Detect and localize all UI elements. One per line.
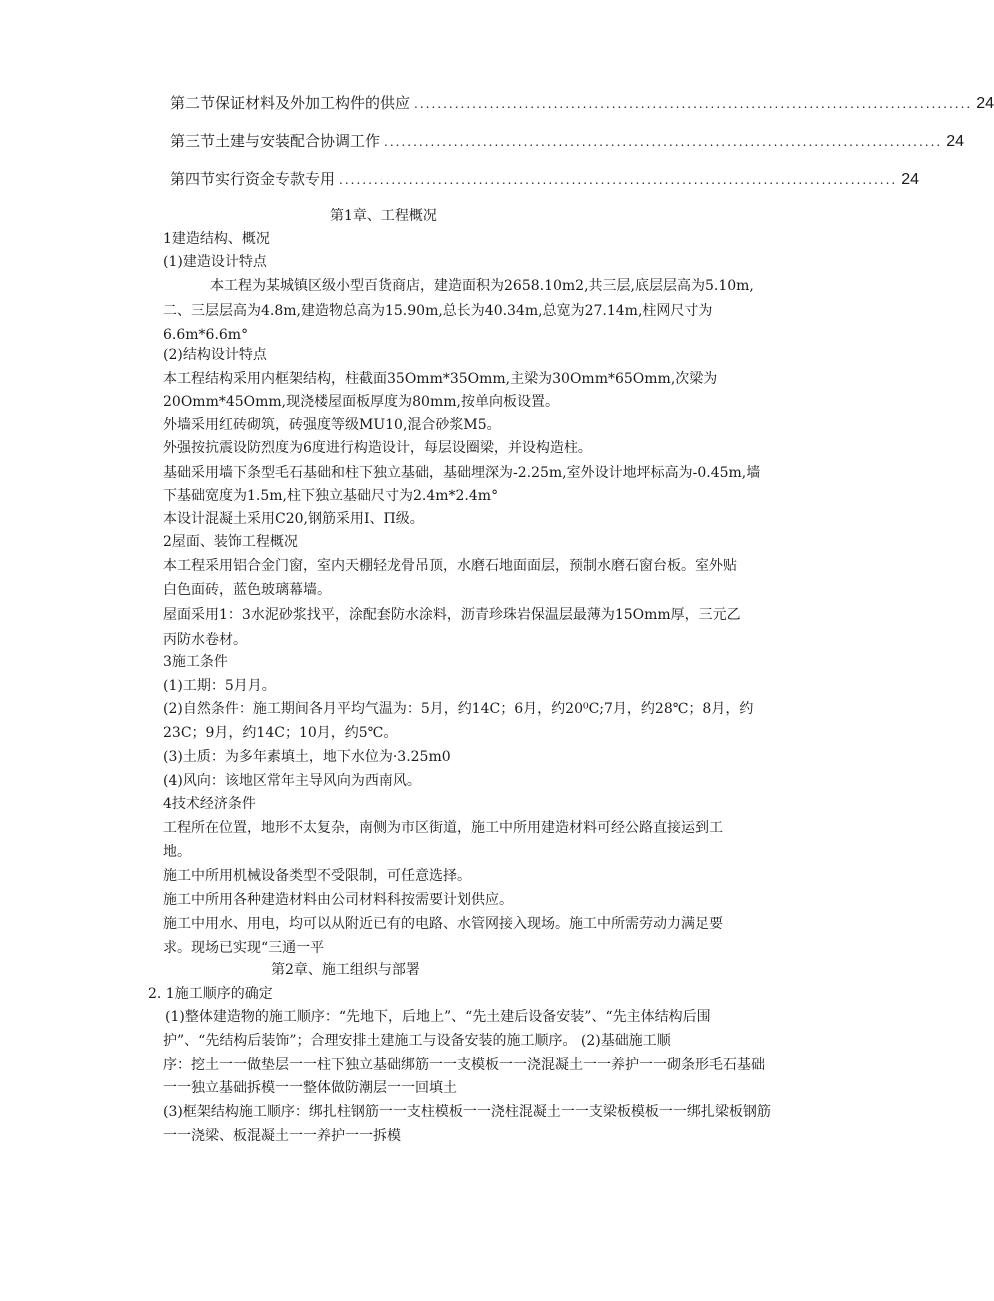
chapter-1-title: 第1章、工程概况: [330, 208, 437, 224]
paragraph-line: (4)风向：该地区常年主导风向为西南风。: [163, 773, 421, 789]
paragraph-line: 6.6m*6.6m°: [163, 327, 249, 343]
paragraph-line: 屋面采用1：3水泥砂浆找平，涂配套防水涂料，沥青珍珠岩保温层最薄为15Omm厚，三元乙: [163, 607, 741, 623]
toc-page-number: 24: [976, 95, 994, 112]
toc-entry[interactable]: [170, 92, 994, 113]
paragraph-line: 护”、“先结构后装饰”；合理安排土建施工与设备安装的施工顺序。 (2)基础施工顺: [163, 1033, 671, 1049]
toc-leader-dots: ................................................................................................: [414, 97, 973, 111]
paragraph-line: 工程所在位置，地形不太复杂，南侧为市区街道，施工中所用建造材料可经公路直接运到工: [163, 820, 723, 836]
paragraph-line: 施工中所用各种建造材料由公司材料科按需要计划供应。: [163, 892, 513, 908]
paragraph-line: 地。: [163, 844, 191, 860]
paragraph-line: (2)自然条件：施工期间各月平均气温为：5月，约14C；6月，约20⁰C;7月，约28℃；8月，约: [163, 701, 754, 717]
toc-page-number: 24: [946, 133, 964, 150]
toc-entry[interactable]: [170, 168, 919, 189]
subsection-heading: (2)结构设计特点: [163, 347, 267, 363]
paragraph-line: 白色面砖，蓝色玻璃幕墙。: [163, 582, 331, 598]
subsection-heading: (1)建造设计特点: [163, 254, 267, 270]
paragraph-line: 本工程为某城镇区级小型百货商店，建造面积为2658.10m2,共三层,底层层高为5.10m,: [210, 278, 754, 294]
paragraph-line: 序：挖土一一做垫层一一柱下独立基础绑筋一一支模板一一浇混凝土一一养护一一砌条形毛石基础: [163, 1057, 765, 1073]
paragraph-line: 下基础宽度为1.5m,柱下独立基础尺寸为2.4m*2.4m°: [163, 488, 499, 504]
paragraph-line: 23C；9月，约14C；10月，约5℃。: [163, 725, 398, 741]
section-heading: 2屋面、装饰工程概况: [163, 534, 298, 550]
paragraph-line: 本工程采用铝合金门窗，室内天棚轻龙骨吊顶，水磨石地面面层，预制水磨石窗台板。室外贴: [163, 558, 737, 574]
toc-leader-dots: ................................................................................................: [384, 135, 943, 149]
paragraph-line: 丙防水卷材。: [163, 632, 247, 648]
paragraph-line: 外强按抗震设防烈度为6度进行构造设计，每层设圈梁，并设构造柱。: [163, 440, 592, 456]
chapter-2-title: 第2章、施工组织与部署: [271, 962, 420, 978]
section-heading: 4技术经济条件: [163, 796, 256, 812]
toc-title: 第四节实行资金专款专用: [170, 170, 336, 188]
paragraph-line: (3)土质：为多年素填土，地下水位为·3.25m0: [163, 749, 451, 765]
paragraph-line: 二、三层层高为4.8m,建造物总高为15.90m,总长为40.34m,总宽为27.14m,柱网尺寸为: [163, 303, 713, 319]
toc-leader-dots: ................................................................................................: [339, 173, 898, 187]
section-heading: 3施工条件: [163, 654, 228, 670]
paragraph-line: 外墙采用红砖砌筑，砖强度等级MU10,混合砂浆M5。: [163, 417, 501, 433]
toc-title: 第三节土建与安装配合协调工作: [170, 132, 381, 150]
paragraph-line: 求。现场已实现“三通一平: [163, 940, 325, 956]
paragraph-line: 基础采用墙下条型毛石基础和柱下独立基础，基础埋深为-2.25m,室外设计地坪标高为-0.45m,墙: [163, 465, 761, 481]
toc-page-number: 24: [901, 171, 919, 188]
section-heading: 2. 1施工顺序的确定: [148, 986, 273, 1002]
toc-title: 第二节保证材料及外加工构件的供应: [170, 94, 411, 112]
paragraph-line: (3)框架结构施工顺序：绑扎柱钢筋一一支柱模板一一浇柱混凝土一一支梁板模板一一绑扎梁板钢筋: [163, 1104, 771, 1120]
paragraph-line: 施工中用水、用电，均可以从附近已有的电路、水管网接入现场。施工中所需劳动力满足要: [163, 916, 723, 932]
paragraph-line: 一一独立基础拆模一一整体做防潮层一一回填土: [163, 1080, 457, 1096]
toc-entry[interactable]: [170, 130, 964, 151]
paragraph-line: 20Omm*45Omm,现浇楼屋面板厚度为80mm,按单向板设置。: [163, 394, 559, 410]
paragraph-line: 本设计混凝土采用C20,钢筋采用I、П级。: [163, 511, 424, 527]
paragraph-line: 本工程结构采用内框架结构，柱截面35Omm*35Omm,主梁为30Omm*65Omm,次梁为: [163, 371, 718, 387]
paragraph-line: (1)整体建造物的施工顺序：“先地下，后地上”、“先土建后设备安装”、“先主体结构后围: [165, 1009, 711, 1025]
paragraph-line: (1)工期：5月月。: [163, 678, 276, 694]
paragraph-line: 施工中所用机械设备类型不受限制，可任意选择。: [163, 868, 471, 884]
section-heading: 1建造结构、概况: [163, 231, 270, 247]
paragraph-line: 一一浇梁、板混凝土一一养护一一拆模: [163, 1128, 401, 1144]
